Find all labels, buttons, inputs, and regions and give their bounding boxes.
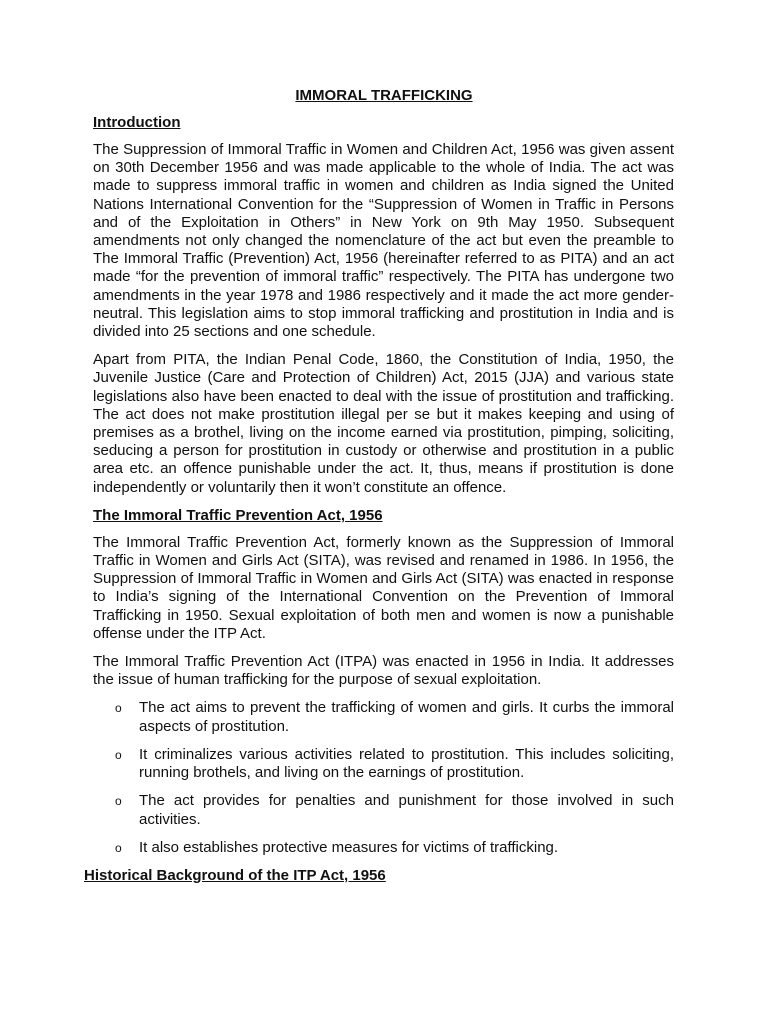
circle-bullet-icon: o xyxy=(115,747,122,762)
document-title: IMMORAL TRAFFICKING xyxy=(295,87,473,104)
list-item xyxy=(93,839,674,857)
intro-paragraph-1: The Suppression of Immoral Traffic in Women and Children Act, 1956 was given assent on 30th December 1956 and was made applicable to the whole of India. The act was made to suppress immoral traffic in women and children as India signed the United Nations International Convention for the “Suppression of Women in Traffic in Persons and of the Exploitation in Others” in New York on 9th May 1950. Subsequent amendments not only changed the nomenclature of the act but even the preamble to The Immoral Traffic (Prevention) Act, 1956 (hereinafter referred to as PITA) and an act made “for the prevention of immoral traffic” respectively. The PITA has undergone two amendments in the year 1978 and 1986 respectively and it made the act more gender-neutral. This legislation aims to stop immoral trafficking and prostitution in India and is divided into 25 sections and one schedule. xyxy=(93,141,674,341)
historical-background-heading: Historical Background of the ITP Act, 1956 xyxy=(84,866,386,884)
itpa-bullet-list xyxy=(93,699,674,856)
document-body xyxy=(84,114,674,894)
list-item xyxy=(93,699,674,735)
list-item-text: The act provides for penalties and punishment for those involved in such activities. xyxy=(139,792,674,828)
list-item xyxy=(93,792,674,828)
list-item-text: The act aims to prevent the trafficking of women and girls. It curbs the immoral aspects of prostitution. xyxy=(139,699,674,735)
itpa-heading: The Immoral Traffic Prevention Act, 1956 xyxy=(93,506,383,524)
introduction-heading: Introduction xyxy=(93,114,181,131)
list-item xyxy=(93,746,674,782)
circle-bullet-icon: o xyxy=(115,840,122,855)
circle-bullet-icon: o xyxy=(115,701,122,716)
circle-bullet-icon: o xyxy=(115,794,122,809)
itpa-paragraph-1: The Immoral Traffic Prevention Act, formerly known as the Suppression of Immoral Traffic in Women and Girls Act (SITA), was revised and renamed in 1986. In 1956, the Suppression of Immoral Traffic in Women and Girls Act (SITA) was enacted in response to India’s signing of the International Convention on the Prevention of Immoral Trafficking in 1950. Sexual exploitation of both men and women is now a punishable offense under the ITP Act. xyxy=(93,533,674,642)
intro-paragraph-2: Apart from PITA, the Indian Penal Code, 1860, the Constitution of India, 1950, the Juvenile Justice (Care and Protection of Children) Act, 2015 (JJA) and various state legislations also have been enacted to deal with the issue of prostitution and trafficking. The act does not make prostitution illegal per se but it makes keeping and using of premises as a brothel, living on the income earned via prostitution, pimping, soliciting, seducing a person for prostitution in custody or otherwise and prostitution in a public area etc. an offence punishable under the act. It, thus, means if prostitution is done independently or voluntarily then it won’t constitute an offence. xyxy=(93,351,674,496)
list-item-text: It also establishes protective measures for victims of trafficking. xyxy=(139,838,559,856)
list-item-text: It criminalizes various activities related to prostitution. This includes soliciting, running brothels, and living on the earnings of prostitution. xyxy=(139,745,674,782)
itpa-paragraph-2: The Immoral Traffic Prevention Act (ITPA) was enacted in 1956 in India. It addresses the issue of human trafficking for the purpose of sexual exploitation. xyxy=(93,653,674,689)
